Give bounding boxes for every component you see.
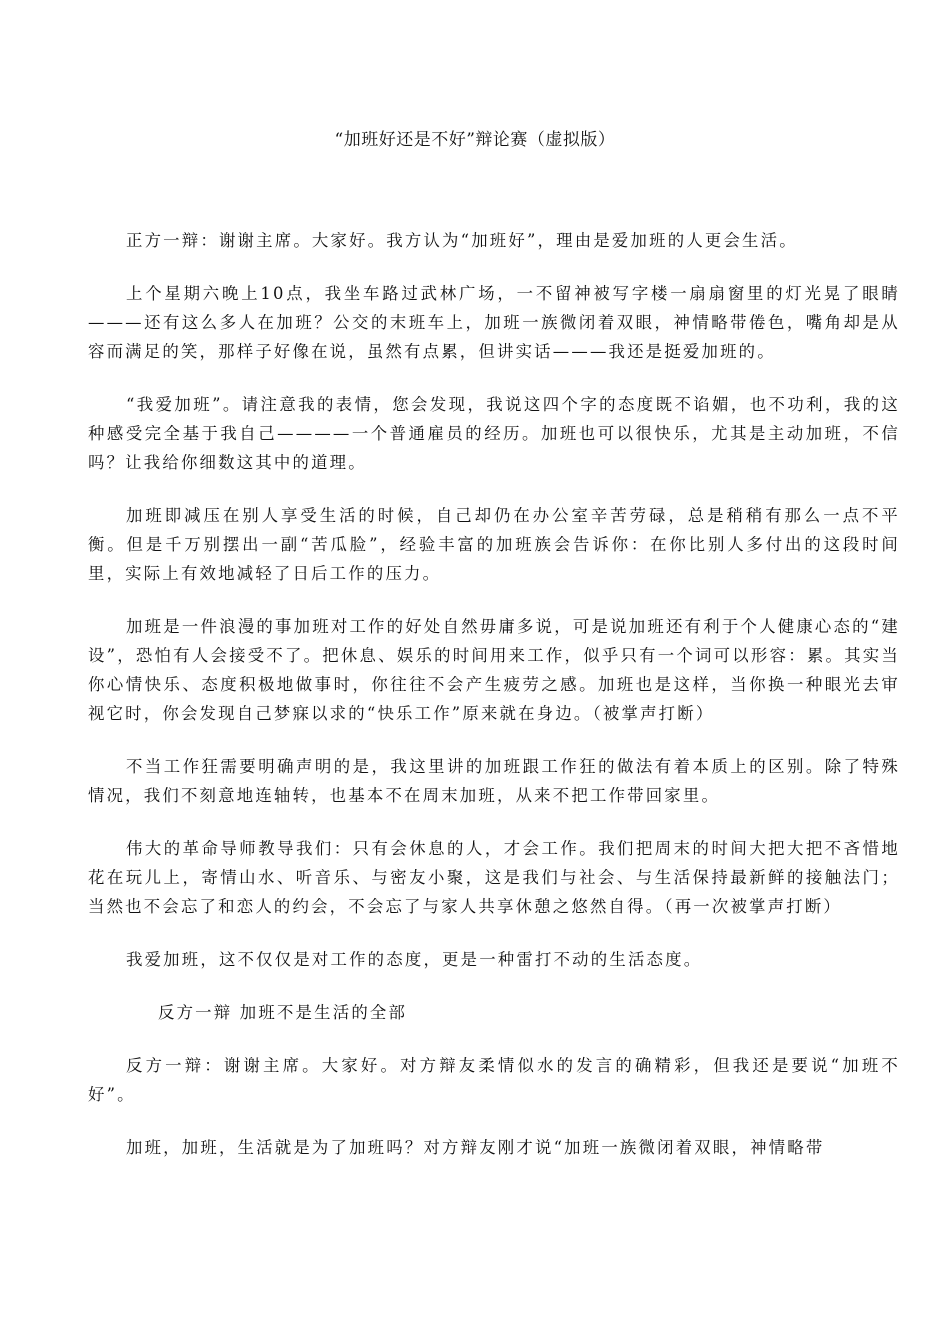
paragraph-7: 伟大的革命导师教导我们：只有会休息的人，才会工作。我们把周末的时间大把大把不吝惜地花在玩儿上，寄情山水、听音乐、与密友小聚，这是我们与社会、与生活保持最新鲜的接触法门；当然也不会忘了和恋人的约会，不会忘了与家人共享休憩之悠然自得。（再一次被掌声打断） <box>88 839 900 916</box>
paragraph-3: “我爱加班”。请注意我的表情，您会发现，我说这四个字的态度既不谄媚，也不功利，我的这种感受完全基于我自己————一个普通雇员的经历。加班也可以很快乐，尤其是主动加班，不信吗？让我给你细数这其中的道理。 <box>88 395 900 472</box>
section-subheading: 反方一辩 加班不是生活的全部 <box>158 1003 408 1022</box>
paragraph-10: 加班，加班，生活就是为了加班吗？对方辩友刚才说“加班一族微闭着双眼，神情略带 <box>126 1138 825 1157</box>
paragraph-6: 不当工作狂需要明确声明的是，我这里讲的加班跟工作狂的做法有着本质上的区别。除了特殊情况，我们不刻意地连轴转，也基本不在周末加班，从来不把工作带回家里。 <box>88 757 900 805</box>
paragraph-1: 正方一辩：谢谢主席。大家好。我方认为“加班好”，理由是爱加班的人更会生活。 <box>126 231 798 250</box>
paragraph-2: 上个星期六晚上10点，我坐车路过武林广场，一不留神被写字楼一扇扇窗里的灯光晃了眼睛———还有这么多人在加班？公交的末班车上，加班一族微闭着双眼，神情略带倦色，嘴角却是从容而满足的笑，那样子好像在说，虽然有点累，但讲实话———我还是挺爱加班的。 <box>88 284 900 361</box>
paragraph-8: 我爱加班，这不仅仅是对工作的态度，更是一种雷打不动的生活态度。 <box>126 950 703 969</box>
paragraph-5: 加班是一件浪漫的事加班对工作的好处自然毋庸多说，可是说加班还有利于个人健康心态的“建设”，恐怕有人会接受不了。把休息、娱乐的时间用来工作，似乎只有一个词可以形容：累。其实当你心情快乐、态度积极地做事时，你往往不会产生疲劳之感。加班也是这样，当你换一种眼光去审视它时，你会发现自己梦寐以求的“快乐工作”原来就在身边。（被掌声打断） <box>88 617 900 723</box>
paragraph-4: 加班即减压在别人享受生活的时候，自己却仍在办公室辛苦劳碌，总是稍稍有那么一点不平衡。但是千万别摆出一副“苦瓜脸”，经验丰富的加班族会告诉你：在你比别人多付出的这段时间里，实际上有效地减轻了日后工作的压力。 <box>88 506 900 583</box>
document-body <box>88 226 900 1186</box>
paragraph-9: 反方一辩：谢谢主席。大家好。对方辩友柔情似水的发言的确精彩，但我还是要说“加班不好”。 <box>88 1056 900 1104</box>
document-title: “加班好还是不好”辩论赛（虚拟版） <box>334 130 616 150</box>
